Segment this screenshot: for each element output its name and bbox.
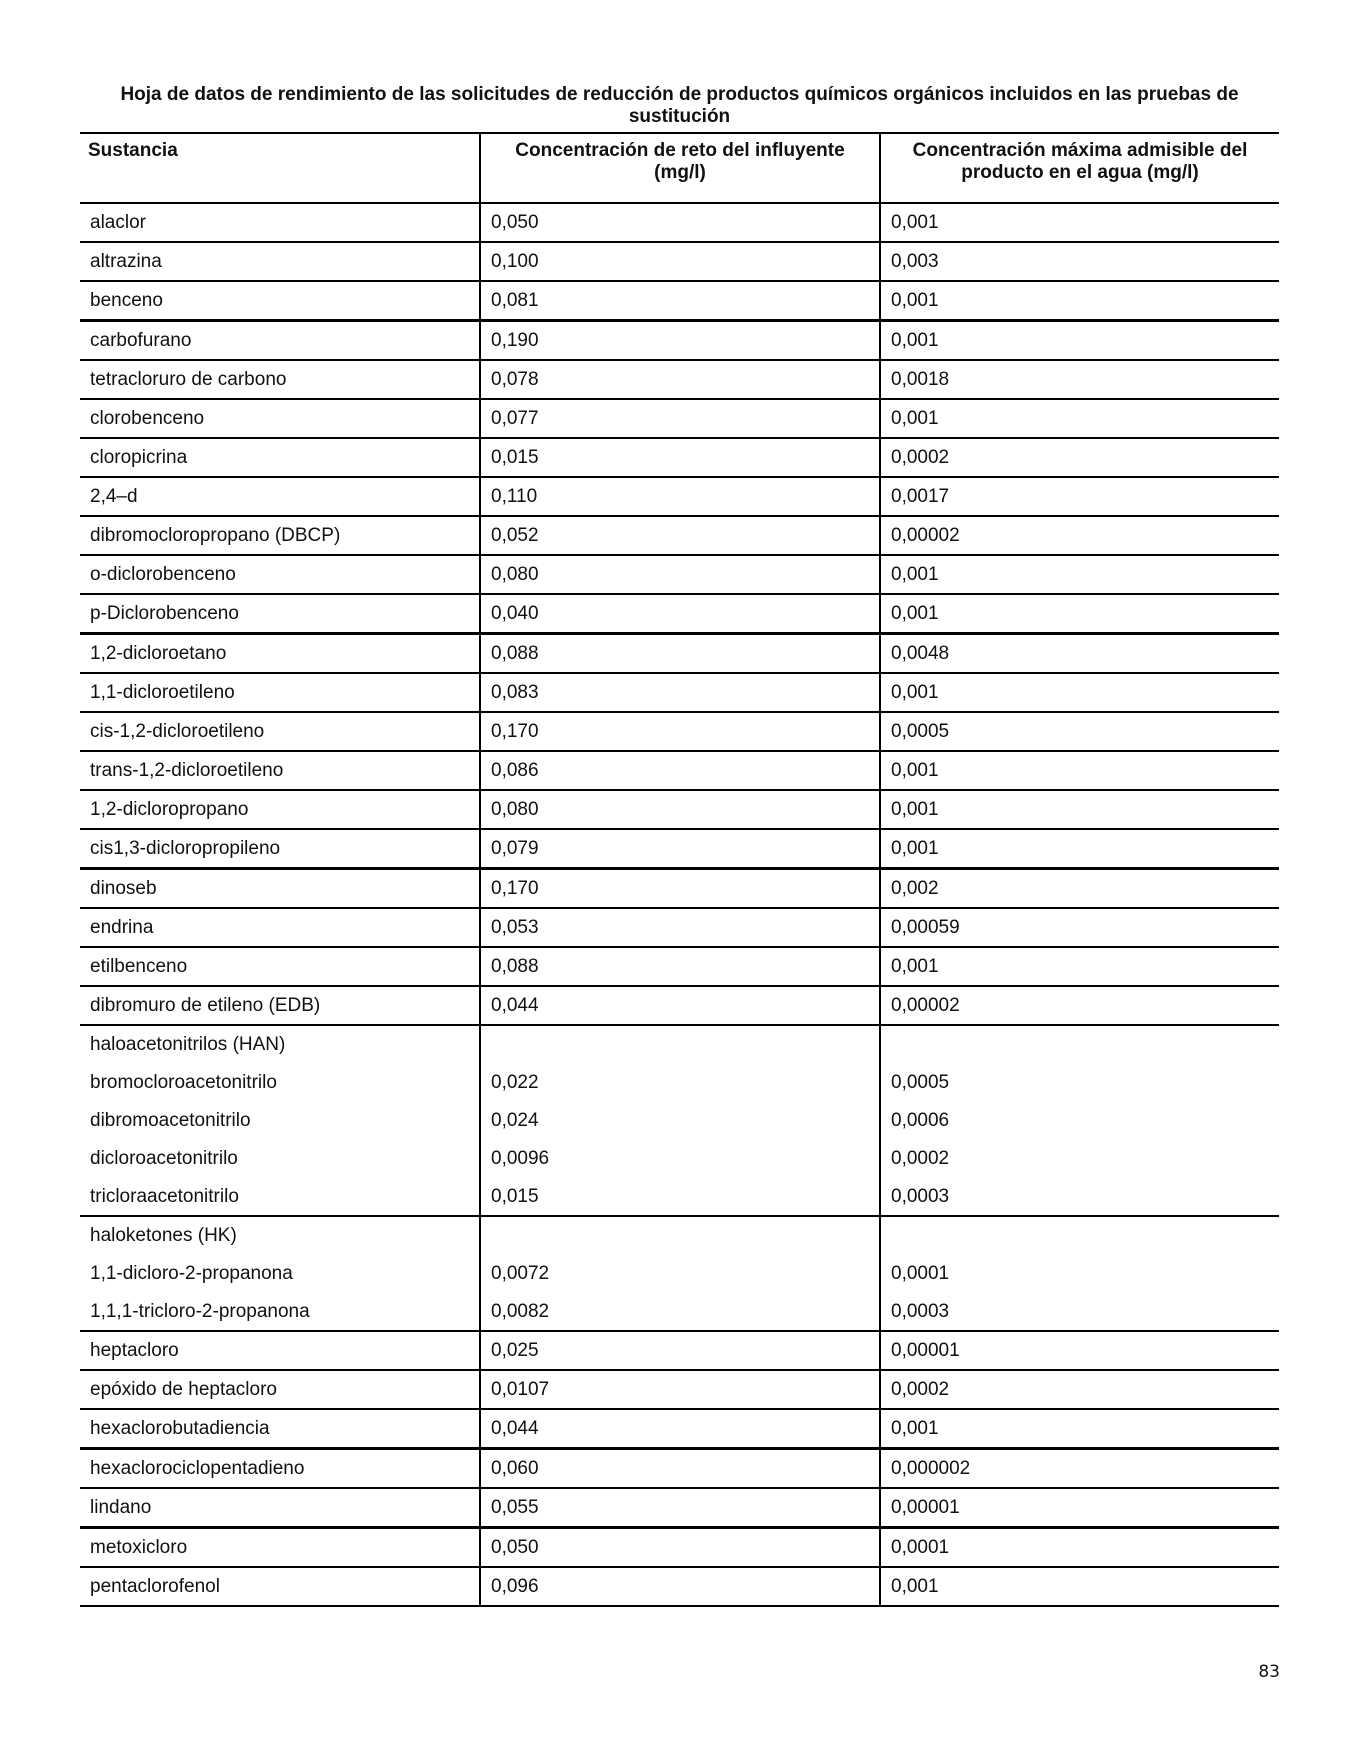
cell-substance: dicloroacetonitrilo [90,1148,238,1169]
table-row [80,712,1279,751]
table-row [80,516,1279,555]
cell-substance: haloacetonitrilos (HAN) [90,1034,286,1055]
cell-max-allowed-concentration: 0,0003 [880,1178,1279,1216]
cell-influent-concentration: 0,015 [480,1178,880,1216]
cell-substance: bromocloroacetonitrilo [90,1072,277,1093]
cell-substance: trans-1,2-dicloroetileno [80,751,480,790]
cell-max-allowed-concentration: 0,0001 [880,1255,1279,1293]
cell-substance: cis-1,2-dicloroetileno [80,712,480,751]
cell-max-allowed-concentration: 0,001 [880,281,1279,321]
cell-max-allowed-concentration: 0,001 [880,555,1279,594]
cell-substance: carbofurano [80,321,480,361]
cell-influent-concentration: 0,096 [480,1567,880,1606]
table-row [80,986,1279,1025]
table-body [80,203,1279,1606]
document-title: Hoja de datos de rendimiento de las solicitudes de reducción de productos químicos orgánicos incluidos en las pruebas de sustitución [120,84,1239,127]
cell-influent-concentration: 0,079 [480,829,880,869]
cell-max-allowed-concentration: 0,001 [880,790,1279,829]
table-row [80,1449,1279,1489]
cell-substance: lindano [80,1488,480,1528]
cell-influent-concentration: 0,083 [480,673,880,712]
cell-max-allowed-concentration: 0,0003 [880,1293,1279,1331]
header-influent-concentration: Concentración de reto del influyente (mg/l) [480,133,880,203]
cell-substance: hexaclorobutadiencia [80,1409,480,1449]
cell-substance: 1,2-dicloropropano [80,790,480,829]
cell-max-allowed-concentration: 0,000002 [880,1449,1279,1489]
cell-substance: dibromuro de etileno (EDB) [80,986,480,1025]
page-number: 83 [1258,1662,1280,1682]
cell-influent-concentration: 0,080 [480,555,880,594]
table-row [80,829,1279,869]
table-row [80,1178,1279,1216]
cell-max-allowed-concentration: 0,00001 [880,1331,1279,1370]
table-row [80,1370,1279,1409]
cell-influent-concentration: 0,0096 [480,1140,880,1178]
table-row [80,1216,1279,1255]
table-row [80,1140,1279,1178]
cell-influent-concentration: 0,081 [480,281,880,321]
cell-influent-concentration: 0,077 [480,399,880,438]
cell-substance: heptacloro [80,1331,480,1370]
cell-max-allowed-concentration: 0,001 [880,751,1279,790]
cell-max-allowed-concentration: 0,001 [880,947,1279,986]
cell-substance: metoxicloro [80,1528,480,1568]
table-row [80,399,1279,438]
cell-max-allowed-concentration [880,1216,1279,1255]
cell-max-allowed-concentration: 0,003 [880,242,1279,281]
cell-influent-concentration: 0,015 [480,438,880,477]
cell-influent-concentration: 0,060 [480,1449,880,1489]
table-row [80,242,1279,281]
table-row [80,1488,1279,1528]
cell-max-allowed-concentration: 0,00002 [880,516,1279,555]
cell-influent-concentration: 0,190 [480,321,880,361]
cell-influent-concentration: 0,110 [480,477,880,516]
cell-influent-concentration: 0,170 [480,712,880,751]
cell-influent-concentration: 0,088 [480,947,880,986]
cell-influent-concentration: 0,044 [480,986,880,1025]
document-page [80,84,1279,1607]
cell-max-allowed-concentration: 0,002 [880,869,1279,909]
cell-substance: 2,4–d [80,477,480,516]
cell-influent-concentration: 0,100 [480,242,880,281]
cell-substance: endrina [80,908,480,947]
cell-max-allowed-concentration: 0,0018 [880,360,1279,399]
cell-max-allowed-concentration: 0,0048 [880,634,1279,674]
table-row [80,947,1279,986]
cell-max-allowed-concentration: 0,0002 [880,438,1279,477]
cell-substance: 1,1-dicloroetileno [80,673,480,712]
cell-influent-concentration: 0,052 [480,516,880,555]
cell-max-allowed-concentration: 0,001 [880,594,1279,634]
cell-max-allowed-concentration: 0,0002 [880,1370,1279,1409]
table-row [80,1331,1279,1370]
table-row [80,1255,1279,1293]
table-row [80,321,1279,361]
table-row [80,555,1279,594]
table-header-row [80,133,1279,203]
cell-influent-concentration: 0,050 [480,203,880,242]
table-row [80,869,1279,909]
cell-max-allowed-concentration: 0,0006 [880,1102,1279,1140]
cell-substance: alaclor [80,203,480,242]
table-row [80,790,1279,829]
cell-substance: benceno [80,281,480,321]
cell-max-allowed-concentration: 0,0001 [880,1528,1279,1568]
cell-influent-concentration: 0,078 [480,360,880,399]
cell-substance: etilbenceno [80,947,480,986]
cell-max-allowed-concentration: 0,00059 [880,908,1279,947]
table-row [80,751,1279,790]
cell-influent-concentration: 0,055 [480,1488,880,1528]
substances-table [80,132,1279,1607]
cell-substance: 1,2-dicloroetano [80,634,480,674]
cell-influent-concentration: 0,170 [480,869,880,909]
header-substance: Sustancia [80,133,480,203]
cell-substance: dibromocloropropano (DBCP) [80,516,480,555]
cell-max-allowed-concentration: 0,001 [880,399,1279,438]
table-row [80,1528,1279,1568]
cell-max-allowed-concentration: 0,001 [880,1409,1279,1449]
cell-max-allowed-concentration: 0,0017 [880,477,1279,516]
cell-substance: cloropicrina [80,438,480,477]
cell-influent-concentration: 0,088 [480,634,880,674]
cell-substance: tricloraacetonitrilo [80,1178,480,1216]
cell-substance: 1,1,1-tricloro-2-propanona [80,1293,480,1331]
table-row [80,908,1279,947]
cell-substance: cis1,3-dicloropropileno [80,829,480,869]
cell-substance: dibromoacetonitrilo [90,1110,251,1131]
header-max-allowed-concentration: Concentración máxima admisible del producto en el agua (mg/l) [880,133,1279,203]
cell-max-allowed-concentration: 0,00001 [880,1488,1279,1528]
cell-influent-concentration: 0,086 [480,751,880,790]
cell-max-allowed-concentration [880,1025,1279,1064]
cell-substance: altrazina [80,242,480,281]
cell-substance: epóxido de heptacloro [80,1370,480,1409]
cell-max-allowed-concentration: 0,0002 [880,1140,1279,1178]
cell-influent-concentration: 0,080 [480,790,880,829]
table-row [80,1064,1279,1102]
table-row [80,673,1279,712]
cell-substance: haloketones (HK) [90,1225,237,1246]
cell-substance: p-Diclorobenceno [80,594,480,634]
cell-influent-concentration: 0,0082 [480,1293,880,1331]
table-row [80,438,1279,477]
cell-influent-concentration: 0,0072 [480,1255,880,1293]
cell-max-allowed-concentration: 0,0005 [880,712,1279,751]
table-row [80,477,1279,516]
cell-max-allowed-concentration: 0,001 [880,829,1279,869]
cell-influent-concentration: 0,053 [480,908,880,947]
cell-max-allowed-concentration: 0,001 [880,203,1279,242]
cell-influent-concentration: 0,025 [480,1331,880,1370]
table-row [80,203,1279,242]
cell-influent-concentration: 0,0107 [480,1370,880,1409]
table-row [80,1102,1279,1140]
cell-substance: hexaclorociclopentadieno [80,1449,480,1489]
cell-max-allowed-concentration: 0,001 [880,1567,1279,1606]
table-row [80,594,1279,634]
cell-substance: tetracloruro de carbono [80,360,480,399]
cell-max-allowed-concentration: 0,00002 [880,986,1279,1025]
cell-substance: o-diclorobenceno [80,555,480,594]
cell-influent-concentration [480,1216,880,1255]
table-row [80,1567,1279,1606]
table-row [80,634,1279,674]
cell-substance: pentaclorofenol [80,1567,480,1606]
cell-influent-concentration: 0,024 [480,1102,880,1140]
cell-substance: 1,1-dicloro-2-propanona [90,1263,293,1284]
cell-substance: dinoseb [80,869,480,909]
table-row [80,1025,1279,1064]
cell-max-allowed-concentration: 0,001 [880,673,1279,712]
cell-influent-concentration: 0,022 [480,1064,880,1102]
cell-substance: clorobenceno [80,399,480,438]
cell-influent-concentration [480,1025,880,1064]
table-row [80,1409,1279,1449]
table-row [80,1293,1279,1331]
table-row [80,281,1279,321]
cell-influent-concentration: 0,044 [480,1409,880,1449]
cell-influent-concentration: 0,050 [480,1528,880,1568]
table-row [80,360,1279,399]
cell-max-allowed-concentration: 0,0005 [880,1064,1279,1102]
cell-influent-concentration: 0,040 [480,594,880,634]
cell-max-allowed-concentration: 0,001 [880,321,1279,361]
